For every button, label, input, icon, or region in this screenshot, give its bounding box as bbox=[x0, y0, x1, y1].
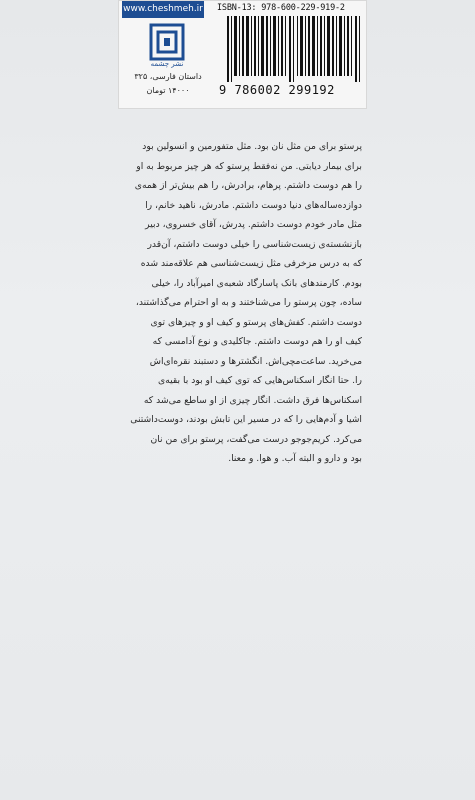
barcode-image bbox=[227, 16, 362, 82]
blurb-line: برای بیمار دیابتی. من نه‌فقط پرستو که هر چیز مربوط به او bbox=[136, 160, 362, 172]
blurb-line: را. حتا انگار اسکناس‌هایی که توی کیف او بود با بقیه‌ی bbox=[157, 375, 362, 386]
price-barcode-sticker bbox=[118, 0, 367, 109]
blurb-line: اسکناس‌ها فرق داشت. انگار چیزی از او ساطع می‌شد که bbox=[143, 394, 362, 406]
blurb-line: بودم. کارمندهای بانک پاسارگاد شعبه‌ی امیرآباد را، خیلی bbox=[151, 277, 362, 289]
blurb-line: بازنشسته‌ی زیست‌شناسی را خیلی دوست داشتم، آن‌قدر bbox=[147, 238, 362, 250]
blurb-line: بود و دارو و البته آب. و هوا. و معنا. bbox=[228, 453, 362, 464]
price-label: ۱۴۰۰۰ تومان bbox=[146, 86, 190, 95]
publisher-name: نشر چشمه bbox=[150, 60, 184, 68]
blurb-line: کیف او را هم دوست داشتم. جاکلیدی و نوع آدامسی که bbox=[152, 336, 362, 347]
publisher-website: www.cheshmeh.ir bbox=[122, 1, 204, 18]
blurb-line: ساده، چون پرستو را می‌شناختند و به او احترام می‌گذاشتند، bbox=[135, 297, 362, 308]
blurb-line: مثل مادر خودم دوست داشتم. پدرش، آقای خسروی، دبیر bbox=[145, 219, 362, 230]
blurb-line: می‌خرید. ساعت‌مچی‌اش. انگشترها و دستبند نقره‌ای‌اش bbox=[149, 355, 362, 367]
barcode-digits: 9 786002 299192 bbox=[219, 83, 335, 97]
series-label: داستان فارسی، ۳۲۵ bbox=[134, 72, 202, 81]
blurb-line: را هم دوست داشتم. پرهام، برادرش، را هم بیش‌تر از همه‌ی bbox=[134, 180, 362, 191]
blurb-line: دوست داشتم. کفش‌های پرستو و کیف او و چیزهای توی bbox=[150, 316, 362, 328]
blurb-line: می‌کرد. کریم‌جوجو درست می‌گفت، پرستو برای من نان bbox=[150, 433, 362, 445]
blurb-line: پرستو برای من مثل نان بود. مثل متفورمین و انسولین بود bbox=[142, 141, 362, 152]
blurb-line: اشیا و آدم‌هایی را که در مسیر این تابش بودند، دوست‌داشتنی bbox=[130, 414, 362, 425]
blurb-line: که به درس مزخرفی مثل زیست‌شناسی هم علاقه‌مند شده bbox=[140, 258, 362, 269]
back-cover-blurb bbox=[114, 137, 362, 469]
isbn-text: ISBN-13: 978-600-229-919-2 bbox=[217, 3, 345, 13]
blurb-line: دوازده‌ساله‌های دنیا دوست داشتم. مادرش، ناهید خانم، را bbox=[145, 199, 362, 211]
publisher-logo-icon bbox=[149, 23, 185, 61]
